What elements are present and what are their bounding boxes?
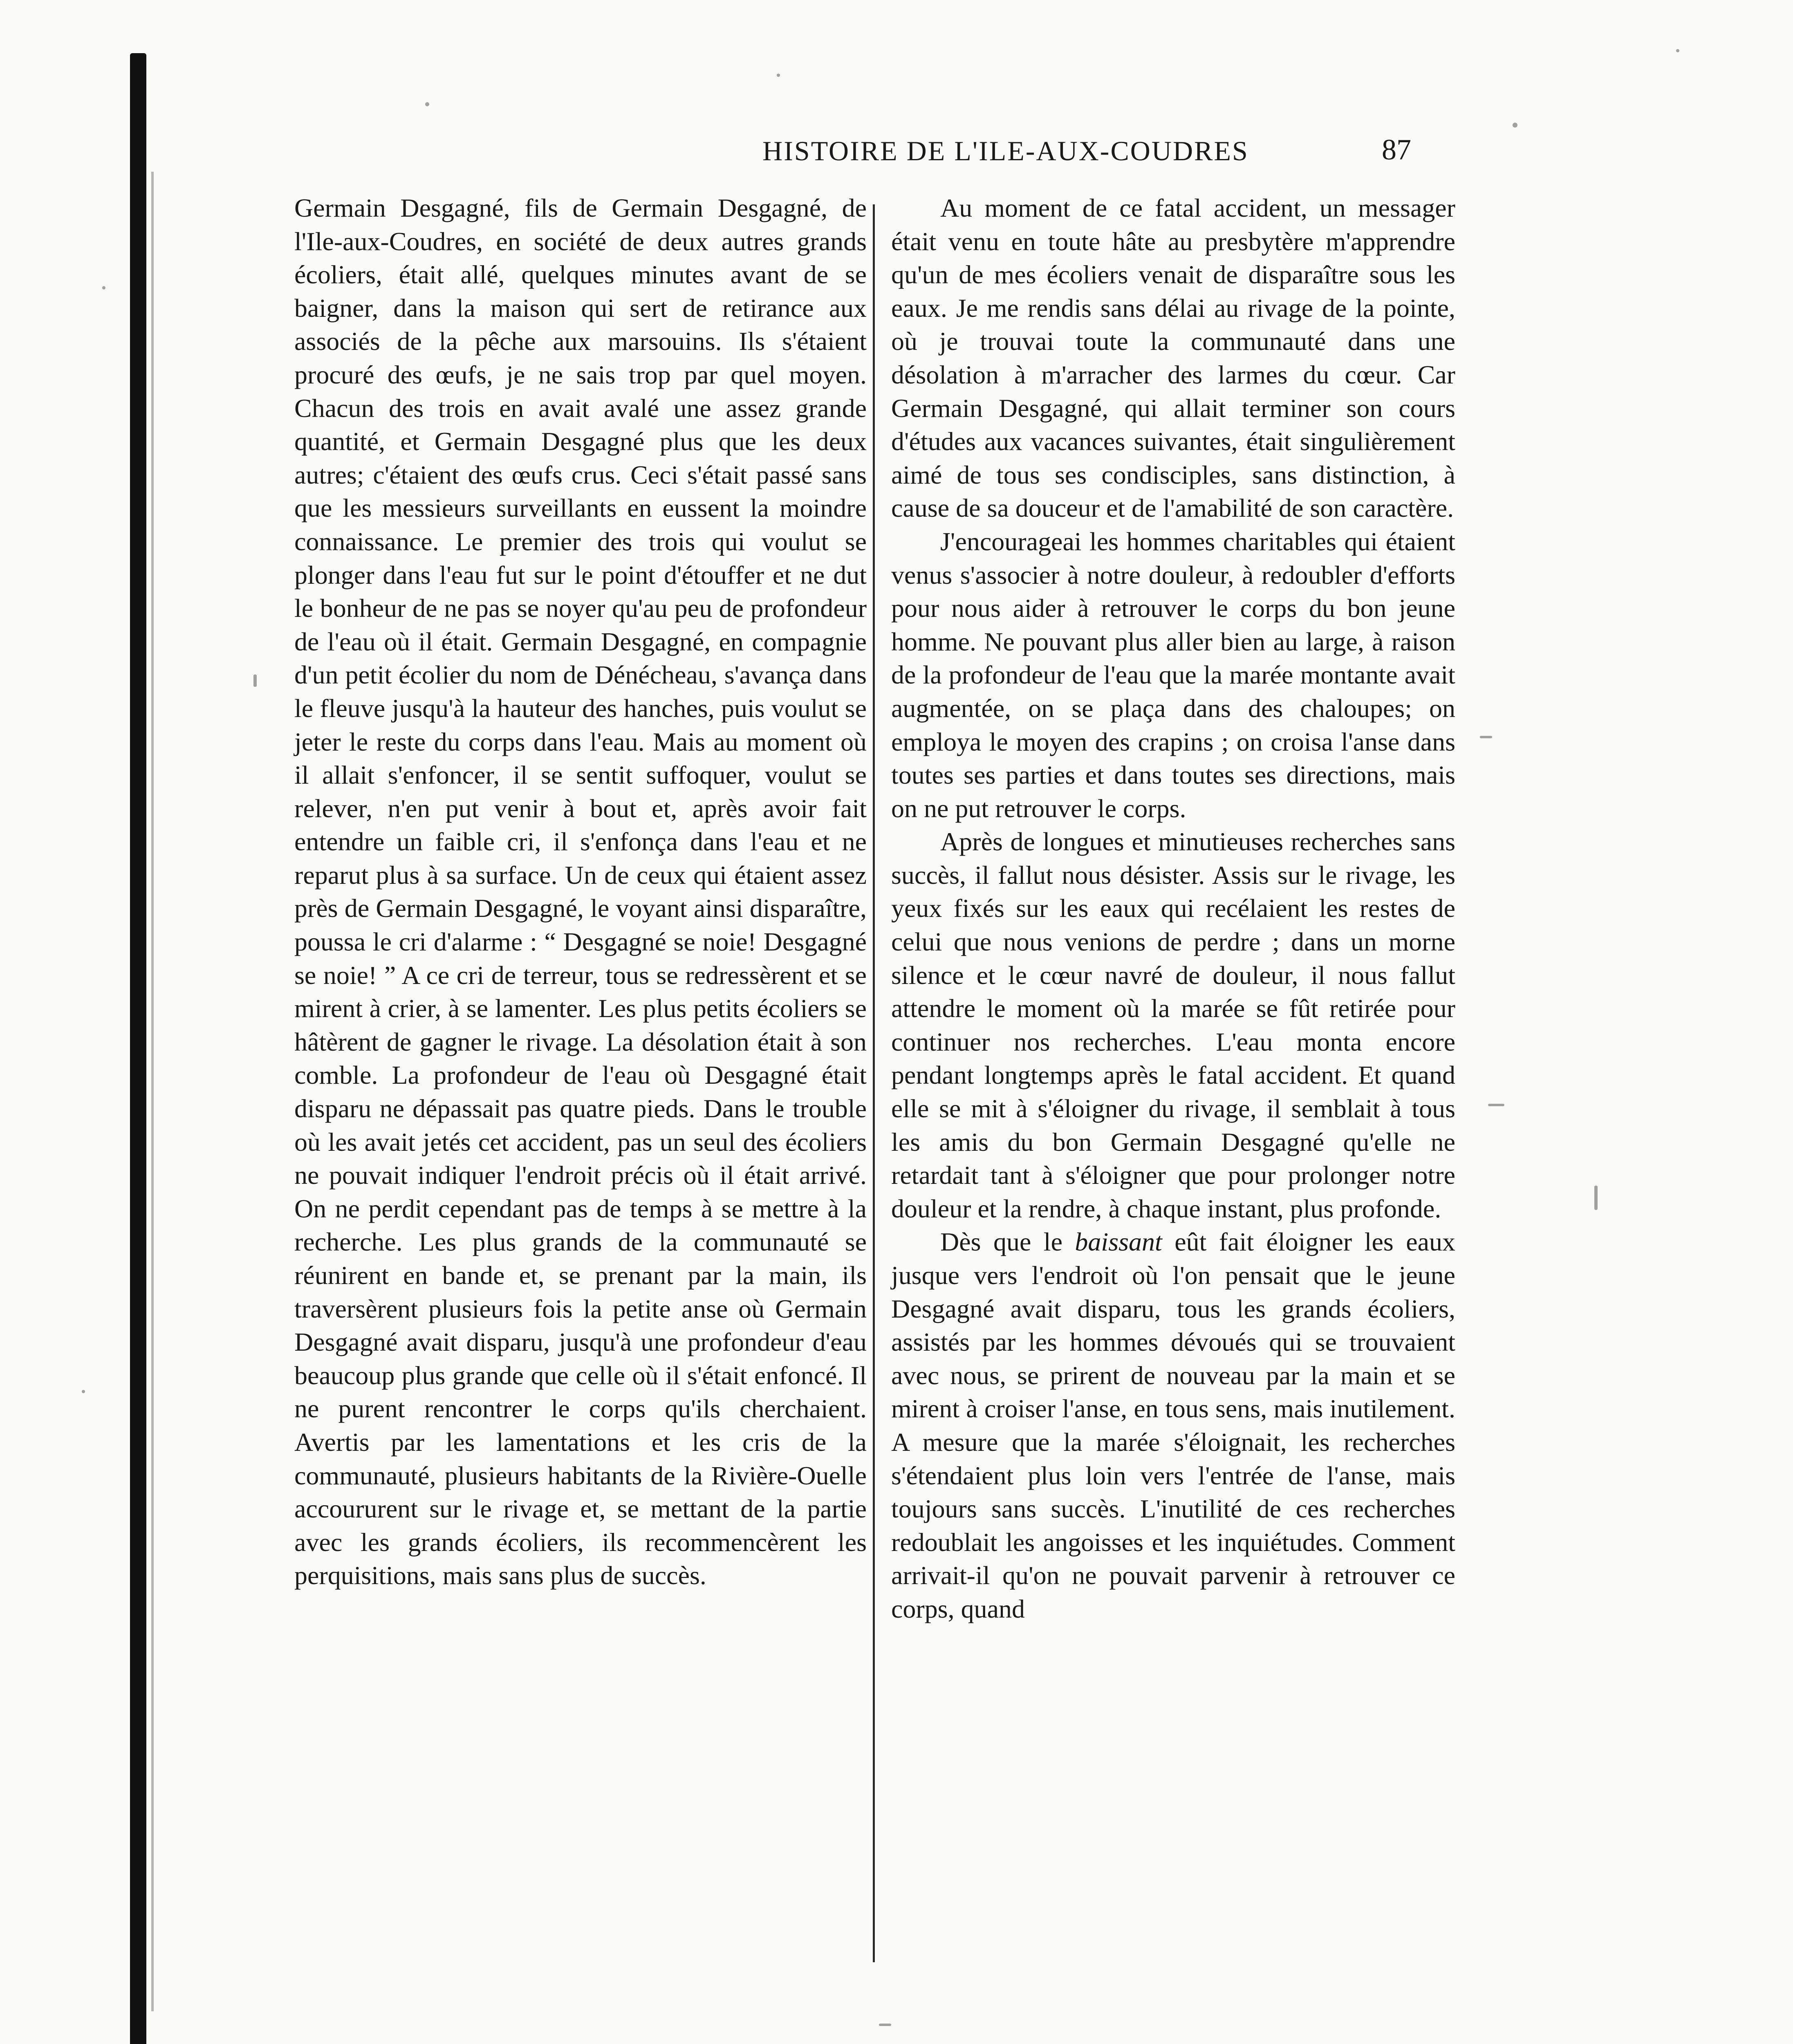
- scan-speck: [1513, 123, 1517, 128]
- right-paragraph-2: J'encourageai les hommes charitables qui étaient venus s'associer à notre douleur, à redoubler d'efforts pour nous aider à retrouver le corps du bon jeune homme. Ne pouvant plus aller bien au large, à raison de la profondeur de l'eau que la marée montante avait augmentée, on se plaça dans des chaloupes; on employa le moyen des crapins ; on croisa l'anse dans toutes ses parties et dans toutes ses directions, mais on ne put retrouver le corps.: [891, 527, 1455, 823]
- scan-speck: [879, 2024, 891, 2026]
- scan-speck: [253, 675, 257, 687]
- scan-speck: [1480, 736, 1492, 738]
- right-paragraph-1: Au moment de ce fatal accident, un messager était venu en toute hâte au presbytère m'apprendre qu'un de mes écoliers venait de disparaître sous les eaux. Je me rendis sans délai au rivage de la pointe, où je trouvai toute la communauté dans une désolation à m'arracher des larmes du cœur. Car Germain Desgagné, qui allait terminer son cours d'études aux vacances suivantes, était singulièrement aimé de tous ses condisciples, sans distinction, à cause de sa douceur et de l'amabilité de son caractère.: [891, 193, 1455, 523]
- column-divider: [873, 204, 875, 1962]
- left-column: [294, 191, 867, 1592]
- paragraph-4-italic-term: baissant: [1075, 1227, 1162, 1257]
- binding-shadow: [151, 172, 154, 2011]
- scan-speck: [777, 74, 780, 77]
- scan-speck: [1676, 49, 1679, 52]
- right-column: [891, 191, 1455, 1626]
- running-title: HISTOIRE DE L'ILE-AUX-COUDRES: [762, 135, 1249, 166]
- right-paragraph-4: [891, 1225, 1455, 1625]
- paragraph-4-rest: eût fait éloigner les eaux jusque vers l'endroit où l'on pensait que le jeune Desgagné avait disparu, tous les grands écoliers, assistés par les hommes dévoués qui se trouvaient avec nous, se prirent de nouveau par la main et se mirent à croiser l'anse, en tous sens, mais inutilement. A mesure que la marée s'éloignait, les recherches s'étendaient plus loin vers l'entrée de l'anse, mais toujours sans succès. L'inutilité de ces recherches redoublait les angoisses et les inquiétudes. Comment arrivait-il qu'on ne pouvait parvenir à retrouver ce corps, quand: [891, 1227, 1456, 1623]
- scan-speck: [102, 286, 105, 289]
- left-paragraph-1: Germain Desgagné, fils de Germain Desgagné, de l'Ile-aux-Coudres, en société de deux autres grands écoliers, était allé, quelques minutes avant de se baigner, dans la maison qui sert de retirance aux associés de la pêche aux marsouins. Ils s'étaient procuré des œufs, je ne sais trop par quel moyen. Chacun des trois en avait avalé une assez grande quantité, et Germain Desgagné plus que les deux autres; c'étaient des œufs crus. Ceci s'était passé sans que les messieurs surveillants en eussent la moindre connaissance. Le premier des trois qui voulut se plonger dans l'eau fut sur le point d'étouffer et ne dut le bonheur de ne pas se noyer qu'au peu de profondeur de l'eau où il était. Germain Desgagné, en compagnie d'un petit écolier du nom de Dénécheau, s'avança dans le fleuve jusqu'à la hauteur des hanches, puis voulut se jeter le reste du corps dans l'eau. Mais au moment où il allait s'enfoncer, il se sentit suffoquer, voulut se relever, n'en put venir à bout et, après avoir fait entendre un faible cri, il s'enfonça dans l'eau et ne reparut plus à sa surface. Un de ceux qui étaient assez près de Germain Desgagné, le voyant ainsi disparaître, poussa le cri d'alarme : “ Desgagné se noie! Desgagné se noie! ” A ce cri de terreur, tous se redressèrent et se mirent à crier, à se lamenter. Les plus petits écoliers se hâtèrent de gagner le rivage. La désolation était à son comble. La profondeur de l'eau où Desgagné était disparu ne dépassait pas quatre pieds. Dans le trouble où les avait jetés cet accident, pas un seul des écoliers ne pouvait indiquer l'endroit précis où il était arrivé. On ne perdit cependant pas de temps à se mettre à la recherche. Les plus grands de la communauté se réunirent en bande et, se prenant par la main, ils traversèrent plusieurs fois la petite anse où Germain Desgagné avait disparu, jusqu'à une profondeur d'eau beaucoup plus grande que celle où il s'était enfoncé. Il ne purent rencontrer le corps qu'ils cherchaient. Avertis par les lamentations et les cris de la communauté, plusieurs habitants de la Rivière-Ouelle accoururent sur le rivage et, se mettant de la partie avec les grands écoliers, ils recommencèrent les perquisitions, mais sans plus de succès.: [294, 193, 867, 1590]
- binding-edge: [130, 53, 146, 2044]
- right-paragraph-3: Après de longues et minutieuses recherches sans succès, il fallut nous désister. Assis sur le rivage, les yeux fixés sur les eaux qui recélaient les restes de celui que nous venions de perdre ; dans un morne silence et le cœur navré de douleur, il nous fallut attendre le moment où la marée se fût retirée pour continuer nos recherches. L'eau monta encore pendant longtemps après le fatal accident. Et quand elle se mit à s'éloigner du rivage, il semblait à tous les amis du bon Germain Desgagné qu'elle ne retardait tant à s'éloigner que pour prolonger notre douleur et la rendre, à chaque instant, plus profonde.: [891, 827, 1455, 1223]
- scan-speck: [425, 102, 429, 106]
- scan-speck: [1594, 1186, 1598, 1210]
- scan-speck: [82, 1390, 85, 1393]
- page-number: 87: [1382, 133, 1411, 166]
- paragraph-4-lead: Dès que le: [940, 1227, 1075, 1257]
- scan-speck: [1488, 1104, 1504, 1106]
